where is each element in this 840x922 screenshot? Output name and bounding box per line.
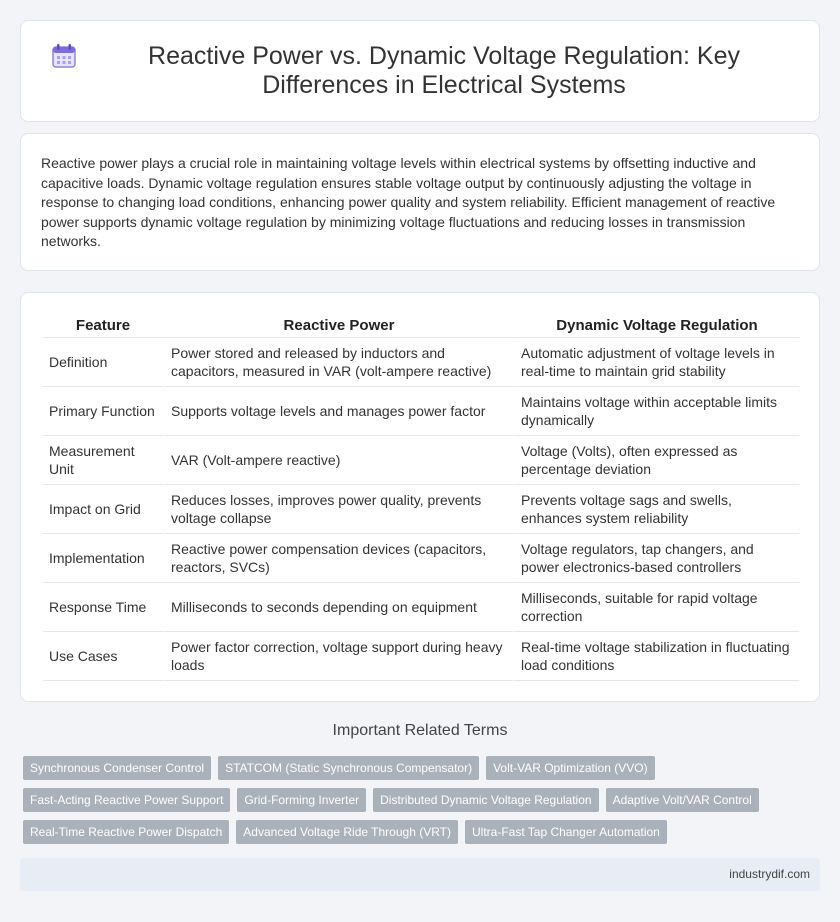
reactive-power-cell: Supports voltage levels and manages power factor (163, 387, 513, 436)
column-header-reactive-power: Reactive Power (163, 311, 513, 338)
related-term-tag[interactable]: Distributed Dynamic Voltage Regulation (373, 788, 598, 812)
related-term-tag[interactable]: Ultra-Fast Tap Changer Automation (465, 820, 667, 844)
tag-row (23, 788, 823, 812)
comparison-table (43, 311, 799, 681)
related-term-tag[interactable]: Fast-Acting Reactive Power Support (23, 788, 230, 812)
reactive-power-cell: VAR (Volt-ampere reactive) (163, 436, 513, 485)
related-term-tag[interactable]: Advanced Voltage Ride Through (VRT) (236, 820, 458, 844)
related-term-tag[interactable]: Synchronous Condenser Control (23, 756, 211, 780)
table-row (43, 632, 799, 681)
tag-row (23, 756, 823, 780)
column-header-dynamic-voltage-regulation: Dynamic Voltage Regulation (513, 311, 799, 338)
related-term-tag[interactable]: Real-Time Reactive Power Dispatch (23, 820, 229, 844)
reactive-power-cell: Reactive power compensation devices (capacitors, reactors, SVCs) (163, 534, 513, 583)
footer (20, 858, 820, 891)
dynamic-voltage-cell: Automatic adjustment of voltage levels in real-time to maintain grid stability (513, 338, 799, 387)
feature-cell: Implementation (43, 534, 163, 583)
table-row (43, 485, 799, 534)
tag-row (23, 820, 823, 844)
reactive-power-cell: Power factor correction, voltage support during heavy loads (163, 632, 513, 681)
related-term-tag[interactable]: Adaptive Volt/VAR Control (606, 788, 759, 812)
footer-site-link[interactable]: industrydif.com (729, 867, 810, 881)
dynamic-voltage-cell: Prevents voltage sags and swells, enhances system reliability (513, 485, 799, 534)
reactive-power-cell: Power stored and released by inductors and capacitors, measured in VAR (volt-ampere reactive) (163, 338, 513, 387)
reactive-power-cell: Reduces losses, improves power quality, prevents voltage collapse (163, 485, 513, 534)
header-card (20, 20, 820, 122)
column-header-feature: Feature (43, 311, 163, 338)
table-row (43, 436, 799, 485)
intro-paragraph: Reactive power plays a crucial role in maintaining voltage levels within electrical systems by offsetting inductive and capacitive loads. Dynamic voltage regulation ensures stable voltage output by continuously adjusting the voltage in response to changing load conditions, enhancing power quality and system reliability. Efficient management of reactive power supports dynamic voltage regulation by minimizing voltage fluctuations and reducing losses in transmission networks. (41, 155, 776, 249)
feature-cell: Primary Function (43, 387, 163, 436)
dynamic-voltage-cell: Maintains voltage within acceptable limits dynamically (513, 387, 799, 436)
dynamic-voltage-cell: Milliseconds, suitable for rapid voltage correction (513, 583, 799, 632)
table-row (43, 583, 799, 632)
reactive-power-cell: Milliseconds to seconds depending on equipment (163, 583, 513, 632)
feature-cell: Measurement Unit (43, 436, 163, 485)
table-row (43, 338, 799, 387)
dynamic-voltage-cell: Voltage (Volts), often expressed as percentage deviation (513, 436, 799, 485)
feature-cell: Response Time (43, 583, 163, 632)
comparison-card (20, 292, 820, 702)
calendar-grid-icon (51, 43, 77, 69)
related-term-tag[interactable]: STATCOM (Static Synchronous Compensator) (218, 756, 479, 780)
page-title: Reactive Power vs. Dynamic Voltage Regulation: Key Differences in Electrical Systems (148, 42, 740, 99)
table-row (43, 534, 799, 583)
feature-cell: Impact on Grid (43, 485, 163, 534)
table-row (43, 387, 799, 436)
feature-cell: Definition (43, 338, 163, 387)
related-terms-list (23, 756, 823, 852)
table-header-row (43, 311, 799, 338)
dynamic-voltage-cell: Real-time voltage stabilization in fluctuating load conditions (513, 632, 799, 681)
intro-card (20, 133, 820, 271)
related-terms-title: Important Related Terms (332, 722, 508, 739)
related-term-tag[interactable]: Grid-Forming Inverter (237, 788, 366, 812)
dynamic-voltage-cell: Voltage regulators, tap changers, and power electronics-based controllers (513, 534, 799, 583)
related-term-tag[interactable]: Volt-VAR Optimization (VVO) (486, 756, 655, 780)
feature-cell: Use Cases (43, 632, 163, 681)
